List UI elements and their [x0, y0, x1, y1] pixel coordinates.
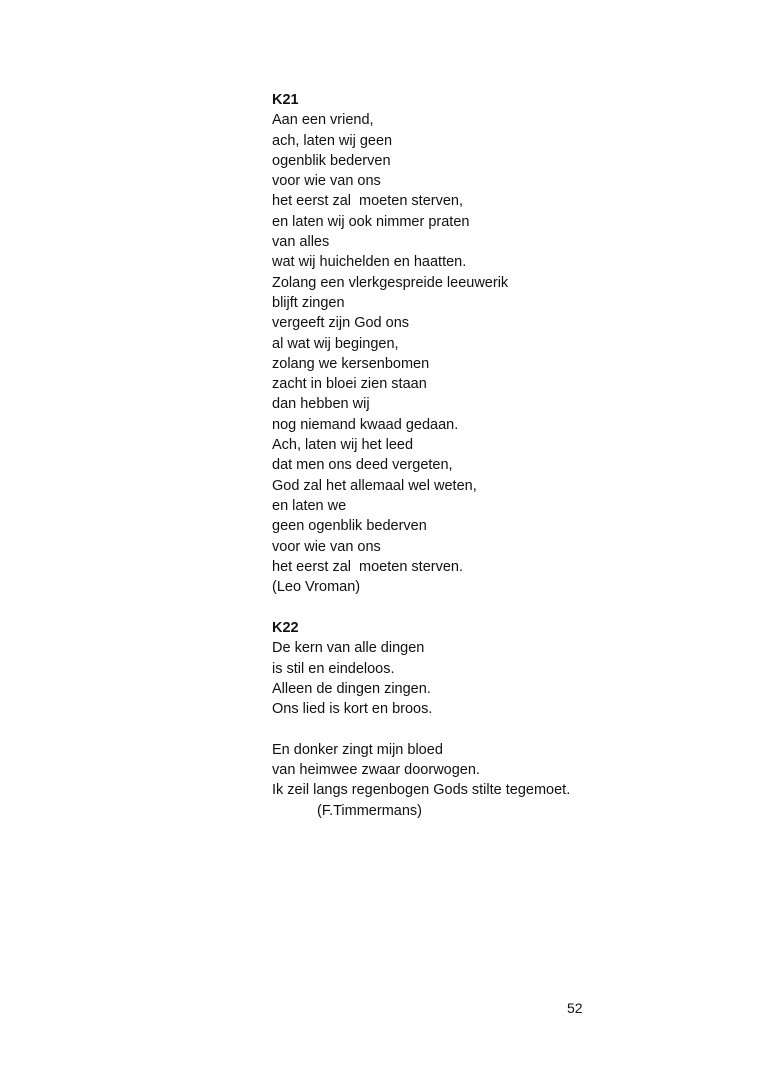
poem-line: blijft zingen [272, 294, 345, 311]
poem-line: en laten wij ook nimmer praten [272, 213, 470, 230]
stanza-gap [272, 719, 712, 739]
poem-line: zacht in bloei zien staan [272, 376, 427, 393]
poem-line: wat wij huichelden en haatten. [272, 254, 467, 271]
poem-line: al wat wij begingen, [272, 335, 399, 352]
poem-line: En donker zingt mijn bloed [272, 741, 443, 758]
poem-line: zolang we kersenbomen [272, 355, 430, 372]
poem-line: Ik zeil langs regenbogen Gods stilte tegemoet. [272, 782, 571, 799]
poem-line: De kern van alle dingen [272, 640, 425, 657]
page-number: 52 [567, 1000, 583, 1016]
poem-line: ogenblik bederven [272, 152, 391, 169]
poem-line: ach, laten wij geen [272, 132, 393, 149]
poem-k21 [272, 90, 712, 597]
poem-line: het eerst zal moeten sterven, [272, 193, 464, 210]
poem-line: voor wie van ons [272, 173, 381, 190]
poem-line: nog niemand kwaad gedaan. [272, 416, 459, 433]
poem-line: dat men ons deed vergeten, [272, 457, 453, 474]
poem-line: Aan een vriend, [272, 112, 374, 129]
poem-line: Zolang een vlerkgespreide leeuwerik [272, 274, 509, 291]
poem-line: het eerst zal moeten sterven. [272, 558, 464, 575]
poem-line: voor wie van ons [272, 538, 381, 555]
poem-line: van heimwee zwaar doorwogen. [272, 762, 480, 779]
poem-title: K22 [272, 620, 299, 636]
poem-attribution: (F.Timmermans) [317, 802, 422, 819]
poem-line: dan hebben wij [272, 396, 370, 413]
poem-line: Ach, laten wij het leed [272, 437, 414, 454]
poem-line: vergeeft zijn God ons [272, 315, 410, 332]
poem-title: K21 [272, 92, 299, 108]
poem-line: Alleen de dingen zingen. [272, 680, 431, 697]
poem-line: geen ogenblik bederven [272, 518, 427, 535]
poem-line: Ons lied is kort en broos. [272, 701, 433, 718]
poem-line: is stil en eindeloos. [272, 660, 395, 677]
poem-line: God zal het allemaal wel weten, [272, 477, 477, 494]
poem-line: van alles [272, 234, 330, 251]
poem-attribution: (Leo Vroman) [272, 579, 361, 596]
poem-line: en laten we [272, 497, 347, 514]
poem-k22 [272, 618, 712, 821]
